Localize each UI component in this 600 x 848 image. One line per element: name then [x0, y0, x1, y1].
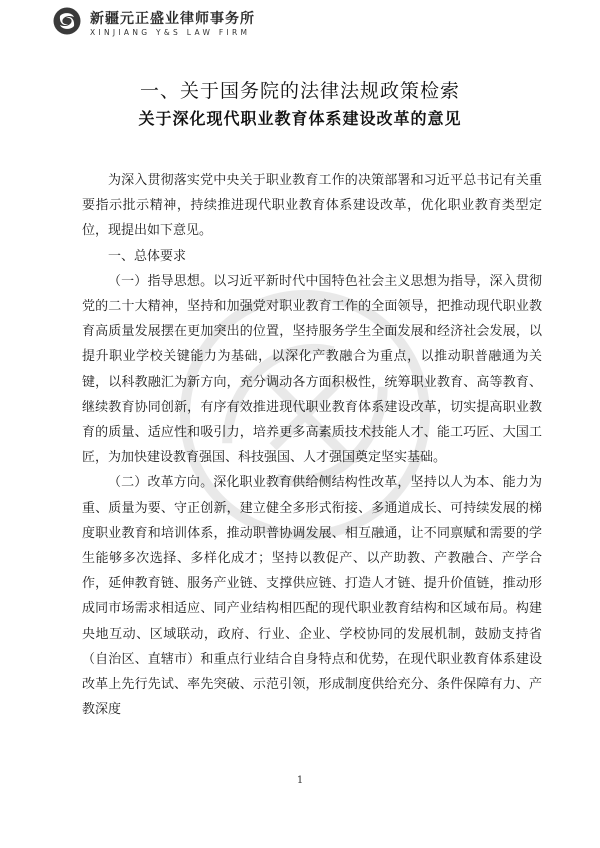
firm-name-en: XINJIANG Y&S LAW FIRM [90, 28, 251, 37]
firm-name-cn: 新疆元正盛业律师事务所 [90, 11, 255, 27]
swirl-logo-icon [52, 6, 82, 36]
heading-general-requirements: 一、总体要求 [108, 248, 187, 264]
section-title: 一、关于国务院的法律法规政策检索 [139, 80, 460, 102]
paragraph-guiding-ideology: （一）指导思想。以习近平新时代中国特色社会主义思想为指导，深入贯彻党的二十大精神，坚持和加强党对职业教育工作的全面领导，把推动现代职业教育高质量发展摆在更加突出的位置，坚持服务学生全面发展和经济社会发展，以提升职业学校关键能力为基础，以深化产教融合为重点，以推动职普融通为关键，以科教融汇为新方向，充分调动各方面积极性，统筹职业教育、高等教育、继续教育协同创新，有序有效推进现代职业教育体系建设改革，切实提高职业教育的质量、适应性和吸引力，培养更多高素质技术技能人才、能工巧匠、大国工匠，为加快建设教育强国、科技强国、人才强国奠定坚实基础。 [82, 273, 542, 466]
page-number: 1 [296, 775, 304, 786]
paragraph-reform-direction: （二）改革方向。深化职业教育供给侧结构性改革，坚持以人为本、能力为重、质量为要、守正创新，建立健全多形式衔接、多通道成长、可持续发展的梯度职业教育和培训体系，推动职普协调发展、相互融通，让不同禀赋和需要的学生能够多次选择、多样化成才；坚持以教促产、以产助教、产教融合、产学合作，延伸教育链、服务产业链、支撑供应链、打造人才链、提升价值链，推动形成同市场需求相适应、同产业结构相匹配的现代职业教育结构和区域布局。构建央地互动、区域联动，政府、行业、企业、学校协同的发展机制，鼓励支持省（自治区、直辖市）和重点行业结合自身特点和优势，在现代职业教育体系建设改革上先行先试、率先突破、示范引领，形成制度供给充分、条件保障有力、产教深度 [82, 475, 542, 718]
document-title: 关于深化现代职业教育体系建设改革的意见 [138, 109, 462, 128]
document-body [82, 168, 542, 722]
paragraph-intro: 为深入贯彻落实党中央关于职业教育工作的决策部署和习近平总书记有关重要指示批示精神，持续推进现代职业教育体系建设改革，优化职业教育类型定位，现提出如下意见。 [82, 173, 542, 239]
